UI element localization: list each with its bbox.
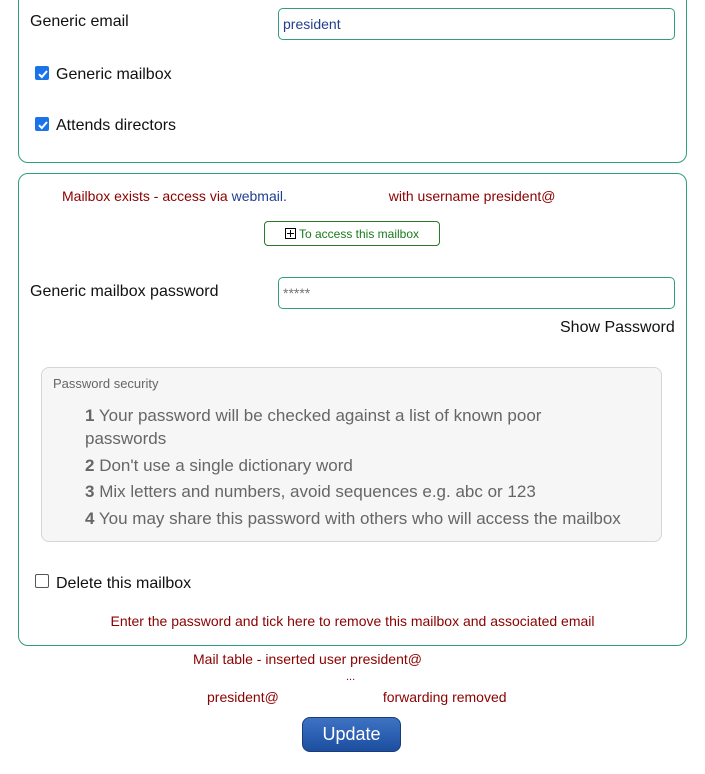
show-password-toggle[interactable]: Show Password <box>560 319 675 336</box>
password-security-title: Password security <box>53 376 159 391</box>
security-tip: 2 Don't use a single dictionary word <box>85 456 353 475</box>
checkmark-icon <box>37 119 49 131</box>
plus-square-icon <box>285 228 296 239</box>
forwarding-message: president@ forwarding removed <box>207 689 507 705</box>
password-security-box <box>41 367 662 542</box>
delete-mailbox-hint: Enter the password and tick here to remove this mailbox and associated email <box>110 613 595 629</box>
mail-table-message: Mail table - inserted user president@ <box>193 651 422 667</box>
attends-directors-label: Attends directors <box>56 117 177 134</box>
access-mailbox-label: To access this mailbox <box>298 226 420 241</box>
message-ellipsis: ... <box>346 671 356 683</box>
generic-email-input[interactable] <box>278 8 675 40</box>
mailbox-password-label: Generic mailbox password <box>30 283 219 300</box>
access-mailbox-button[interactable] <box>264 221 440 246</box>
delete-mailbox-label: Delete this mailbox <box>56 575 192 592</box>
generic-mailbox-label: Generic mailbox <box>56 66 172 83</box>
attends-directors-checkbox[interactable] <box>35 117 49 131</box>
checkmark-icon <box>37 68 49 80</box>
generic-email-label: Generic email <box>30 13 129 30</box>
mailbox-status-prefix: Mailbox exists - access via <box>62 188 232 204</box>
update-button[interactable]: Update <box>302 717 401 752</box>
mailbox-password-input[interactable] <box>278 277 675 309</box>
mailbox-status <box>62 188 556 204</box>
webmail-link[interactable]: webmail. <box>231 188 287 204</box>
security-tip: 4 You may share this password with others who will access the mailbox <box>85 509 621 528</box>
mailbox-status-username: with username president@ <box>388 188 556 204</box>
security-tip: 3 Mix letters and numbers, avoid sequences e.g. abc or 123 <box>85 482 536 501</box>
delete-mailbox-checkbox[interactable] <box>35 574 49 588</box>
generic-mailbox-checkbox[interactable] <box>35 66 49 80</box>
security-tip: 1 Your password will be checked against a list of known poor passwords <box>85 406 542 448</box>
